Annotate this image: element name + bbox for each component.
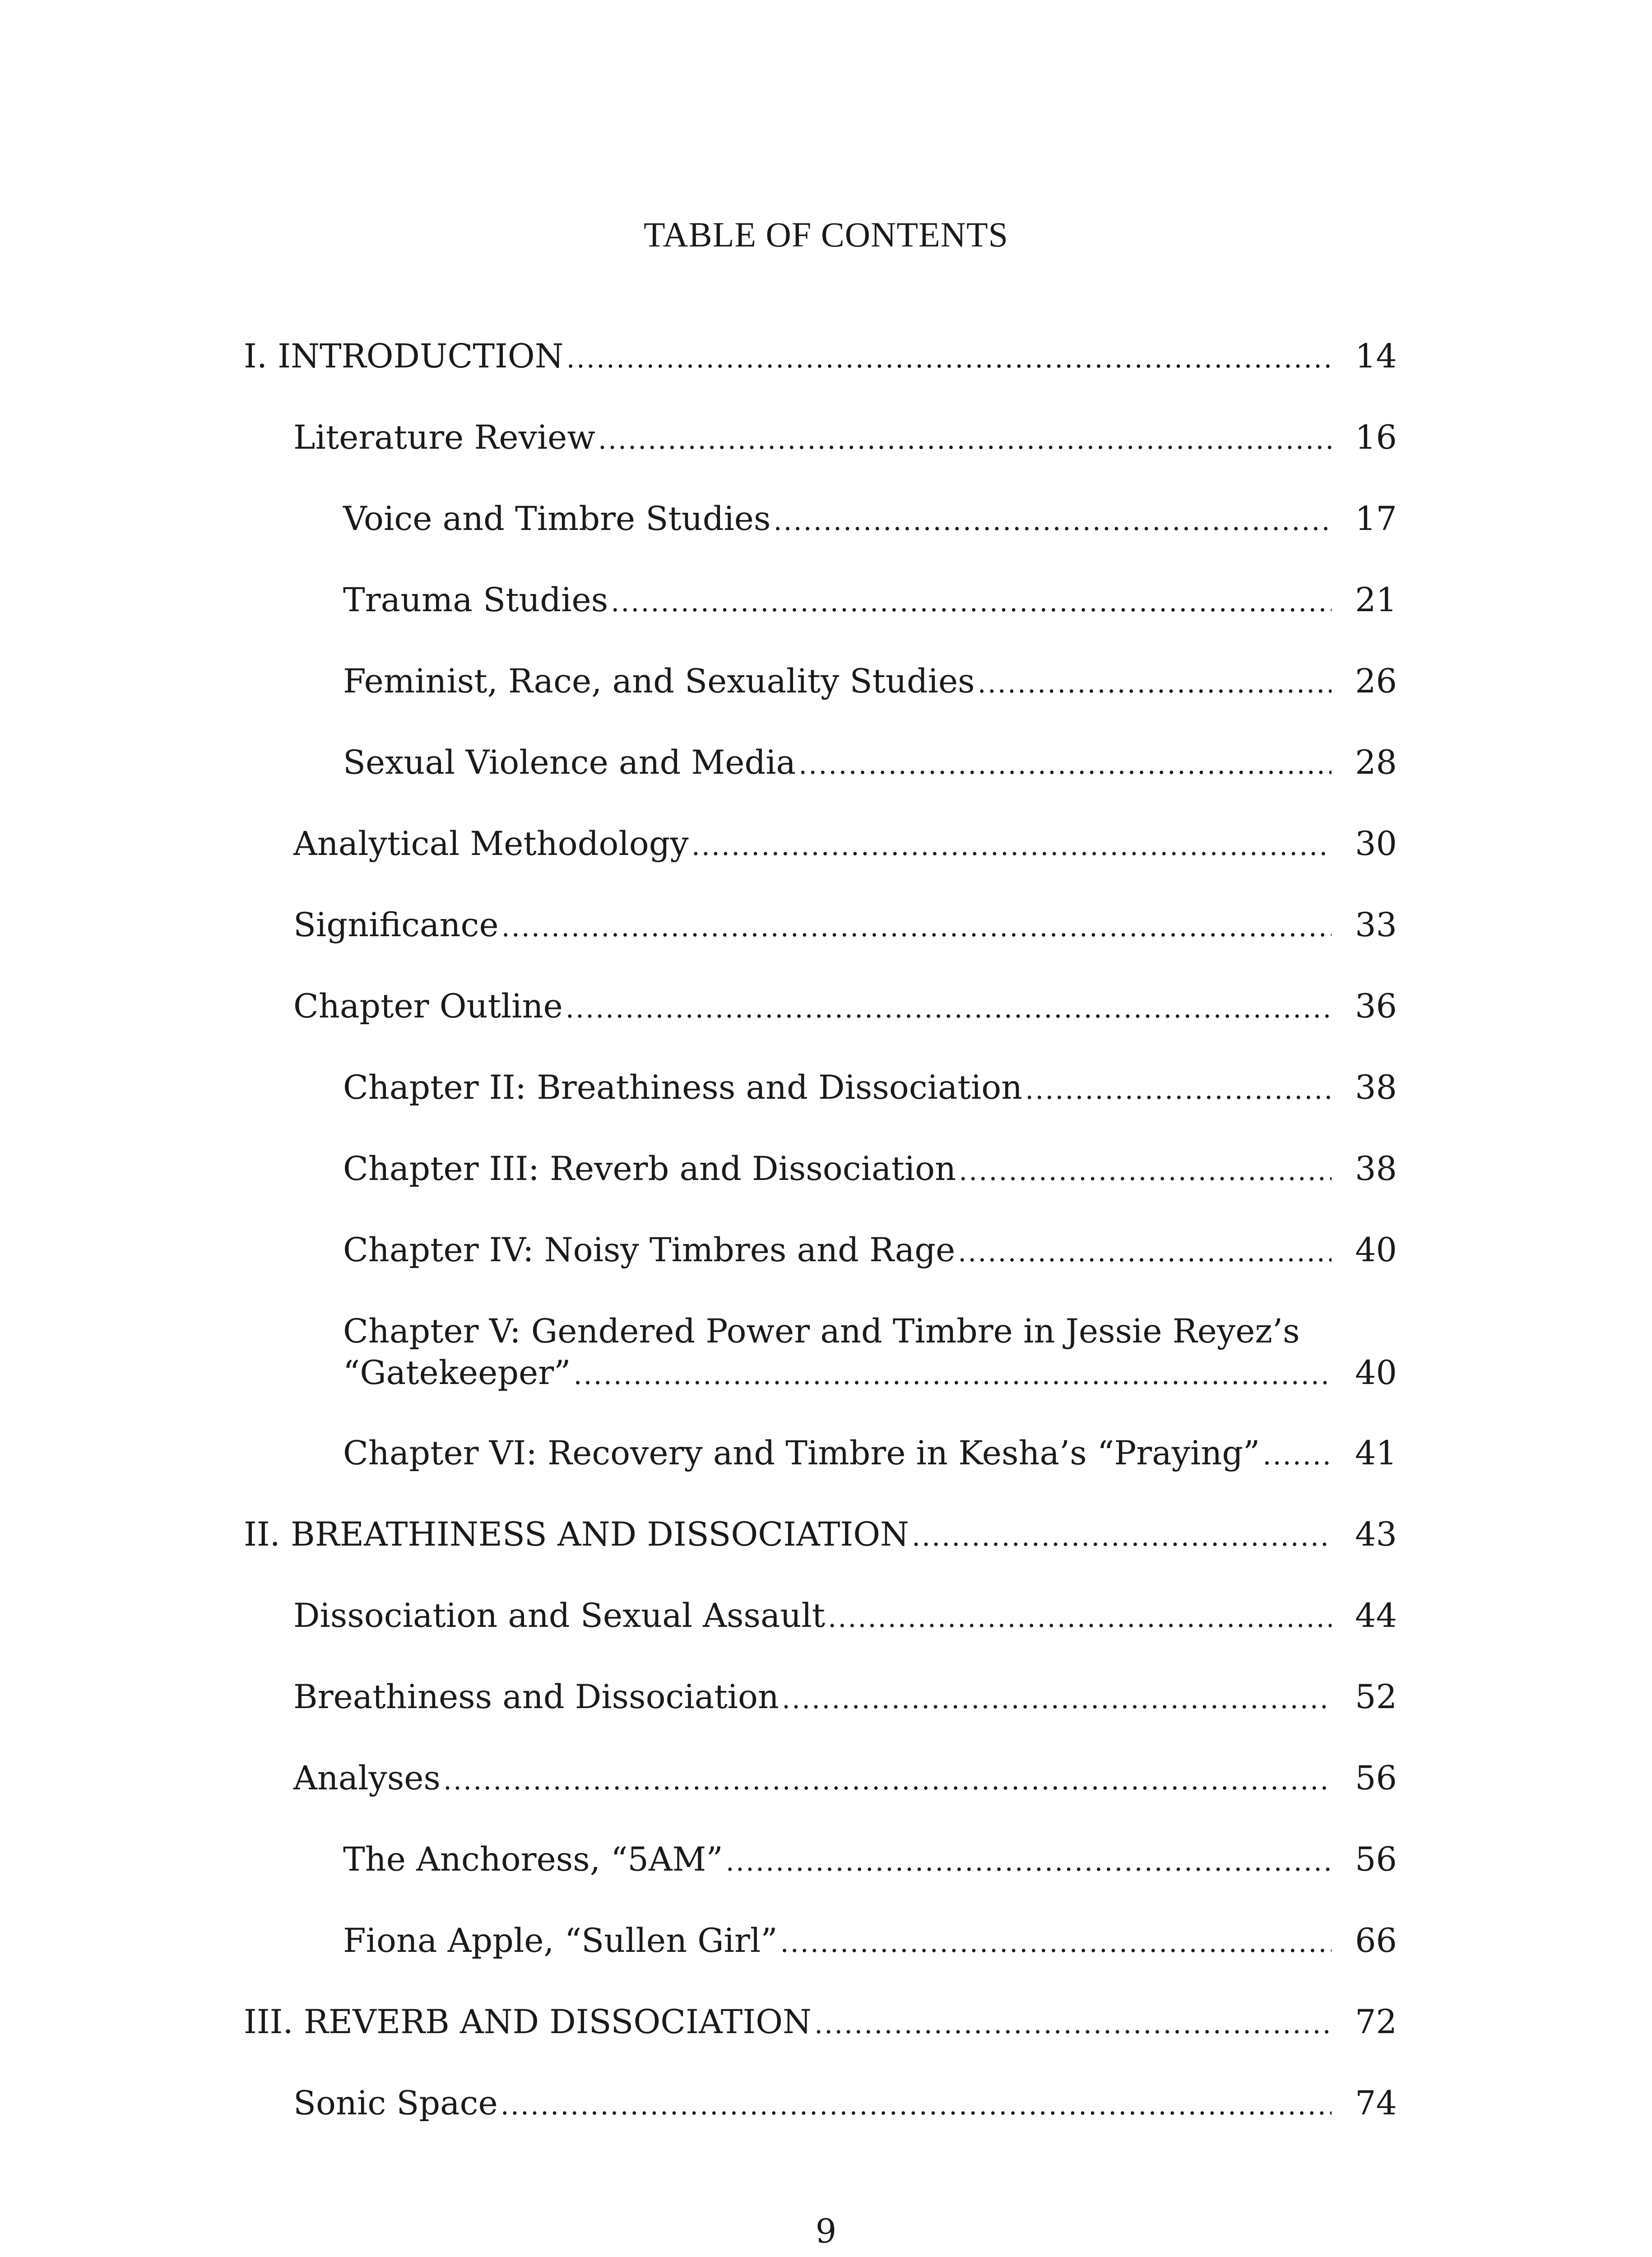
toc-page-number: 30 <box>1355 825 1397 863</box>
dot-leader <box>978 663 1332 704</box>
toc-entry-chapter-vi[interactable] <box>343 1433 1332 1476</box>
toc-entry-title: Breathiness and Dissociation <box>293 1678 779 1716</box>
toc-entry-breathiness-dissociation-chapter[interactable] <box>244 1514 1332 1557</box>
toc-entry-trauma-studies[interactable] <box>343 580 1332 623</box>
toc-entry-literature-review[interactable] <box>293 417 1332 460</box>
toc-page-number: 33 <box>1355 906 1397 944</box>
dot-leader <box>912 1516 1332 1557</box>
toc-page-number: 38 <box>1355 1068 1397 1107</box>
toc-entry-analyses[interactable] <box>293 1758 1332 1801</box>
toc-entry-title: Chapter III: Reverb and Dissociation <box>343 1150 956 1188</box>
toc-entry-dissociation-sexual-assault[interactable] <box>293 1595 1332 1639</box>
toc-entry-chapter-ii[interactable] <box>343 1067 1332 1110</box>
dot-leader <box>566 988 1332 1029</box>
toc-entry-title-continuation: “Gatekeeper” <box>343 1354 571 1392</box>
dot-leader <box>691 825 1332 867</box>
toc-page-number: 72 <box>1355 2003 1397 2041</box>
toc-entry-title: Feminist, Race, and Sexuality Studies <box>343 662 975 701</box>
toc-entry-title: Chapter II: Breathiness and Dissociation <box>343 1068 1023 1107</box>
dot-leader <box>443 1760 1332 1801</box>
toc-entry-sexual-violence-media[interactable] <box>343 742 1332 785</box>
dot-leader <box>501 906 1332 948</box>
footer-page-number: 9 <box>815 2212 837 2251</box>
toc-page-number: 40 <box>1355 1231 1397 1269</box>
toc-entry-feminist-studies[interactable] <box>343 661 1332 704</box>
toc-entry-title: Chapter VI: Recovery and Timbre in Kesha’s “Praying” <box>343 1434 1260 1472</box>
toc-page-number: 56 <box>1355 1759 1397 1797</box>
toc-entry-reverb-dissociation-chapter[interactable] <box>244 2002 1332 2045</box>
toc-entry-anchoress-5am[interactable] <box>343 1839 1332 1882</box>
toc-page-number: 28 <box>1355 743 1397 782</box>
toc-entry-title: Voice and Timbre Studies <box>343 500 771 538</box>
toc-entry-title: Analytical Methodology <box>293 825 689 863</box>
dot-leader <box>611 581 1332 623</box>
toc-page-number: 16 <box>1355 418 1397 457</box>
toc-entry-title: Chapter V: Gendered Power and Timbre in Jessie Reyez’s <box>343 1312 1300 1351</box>
toc-page-number: 52 <box>1355 1678 1397 1716</box>
toc-entry-title: Dissociation and Sexual Assault <box>293 1597 826 1635</box>
toc-page-number: 56 <box>1355 1840 1397 1879</box>
toc-entry-sonic-space[interactable] <box>293 2083 1332 2126</box>
dot-leader <box>573 1354 1332 1396</box>
dot-leader <box>1025 1069 1332 1110</box>
dot-leader <box>780 1922 1332 1964</box>
dot-leader <box>828 1597 1332 1639</box>
toc-entry-title: Significance <box>293 906 499 944</box>
dot-leader <box>1262 1435 1332 1476</box>
dot-leader <box>598 419 1332 460</box>
dot-leader <box>798 744 1332 785</box>
toc-page-number: 14 <box>1355 337 1397 376</box>
toc-entry-fiona-apple-sullen-girl[interactable] <box>343 1920 1332 1964</box>
dot-leader <box>959 1150 1332 1192</box>
toc-entry-introduction[interactable] <box>244 336 1332 379</box>
toc-entry-title: The Anchoress, “5AM” <box>343 1840 723 1879</box>
toc-entry-chapter-iii[interactable] <box>343 1148 1332 1192</box>
toc-page-number: 36 <box>1355 987 1397 1026</box>
toc-page-number: 66 <box>1355 1922 1397 1960</box>
toc-entry-title: Fiona Apple, “Sullen Girl” <box>343 1922 778 1960</box>
toc-entry-title: Literature Review <box>293 418 595 457</box>
toc-entry-chapter-outline[interactable] <box>293 986 1332 1029</box>
toc-page-number: 44 <box>1355 1597 1397 1635</box>
dot-leader <box>566 338 1332 379</box>
dot-leader <box>782 1678 1332 1720</box>
toc-entry-title: Trauma Studies <box>343 581 608 619</box>
toc-entry-title: I. INTRODUCTION <box>244 337 564 376</box>
toc-entry-title: II. BREATHINESS AND DISSOCIATION <box>244 1515 909 1554</box>
toc-page-number: 26 <box>1355 662 1397 701</box>
toc-entry-title: Analyses <box>293 1759 441 1797</box>
toc-entry-title: Chapter IV: Noisy Timbres and Rage <box>343 1231 956 1269</box>
toc-entry-breathiness-dissociation[interactable] <box>293 1676 1332 1720</box>
toc-page-number: 21 <box>1355 581 1397 619</box>
toc-entry-title: Chapter Outline <box>293 987 563 1026</box>
toc-entry-voice-timbre-studies[interactable] <box>343 498 1332 542</box>
toc-entry-chapter-iv[interactable] <box>343 1230 1332 1273</box>
dot-leader <box>726 1841 1332 1882</box>
toc-entry-title: III. REVERB AND DISSOCIATION <box>244 2003 812 2041</box>
toc-entry-title: Sonic Space <box>293 2084 498 2122</box>
toc-page-number: 17 <box>1355 500 1397 538</box>
toc-entry-chapter-v[interactable] <box>343 1311 1332 1396</box>
toc-entry-title: Sexual Violence and Media <box>343 743 796 782</box>
dot-leader <box>958 1231 1332 1273</box>
dot-leader <box>773 500 1332 542</box>
toc-page-number: 74 <box>1355 2084 1397 2122</box>
page-title: TABLE OF CONTENTS <box>643 215 1009 254</box>
toc-entry-analytical-methodology[interactable] <box>293 823 1332 867</box>
toc-page-number: 38 <box>1355 1150 1397 1188</box>
dot-leader <box>501 2085 1332 2126</box>
toc-entry-significance[interactable] <box>293 905 1332 948</box>
dot-leader <box>814 2003 1332 2045</box>
toc-page-number: 43 <box>1355 1515 1397 1554</box>
toc-page-number: 41 <box>1355 1434 1397 1472</box>
toc-page-number: 40 <box>1355 1354 1397 1392</box>
